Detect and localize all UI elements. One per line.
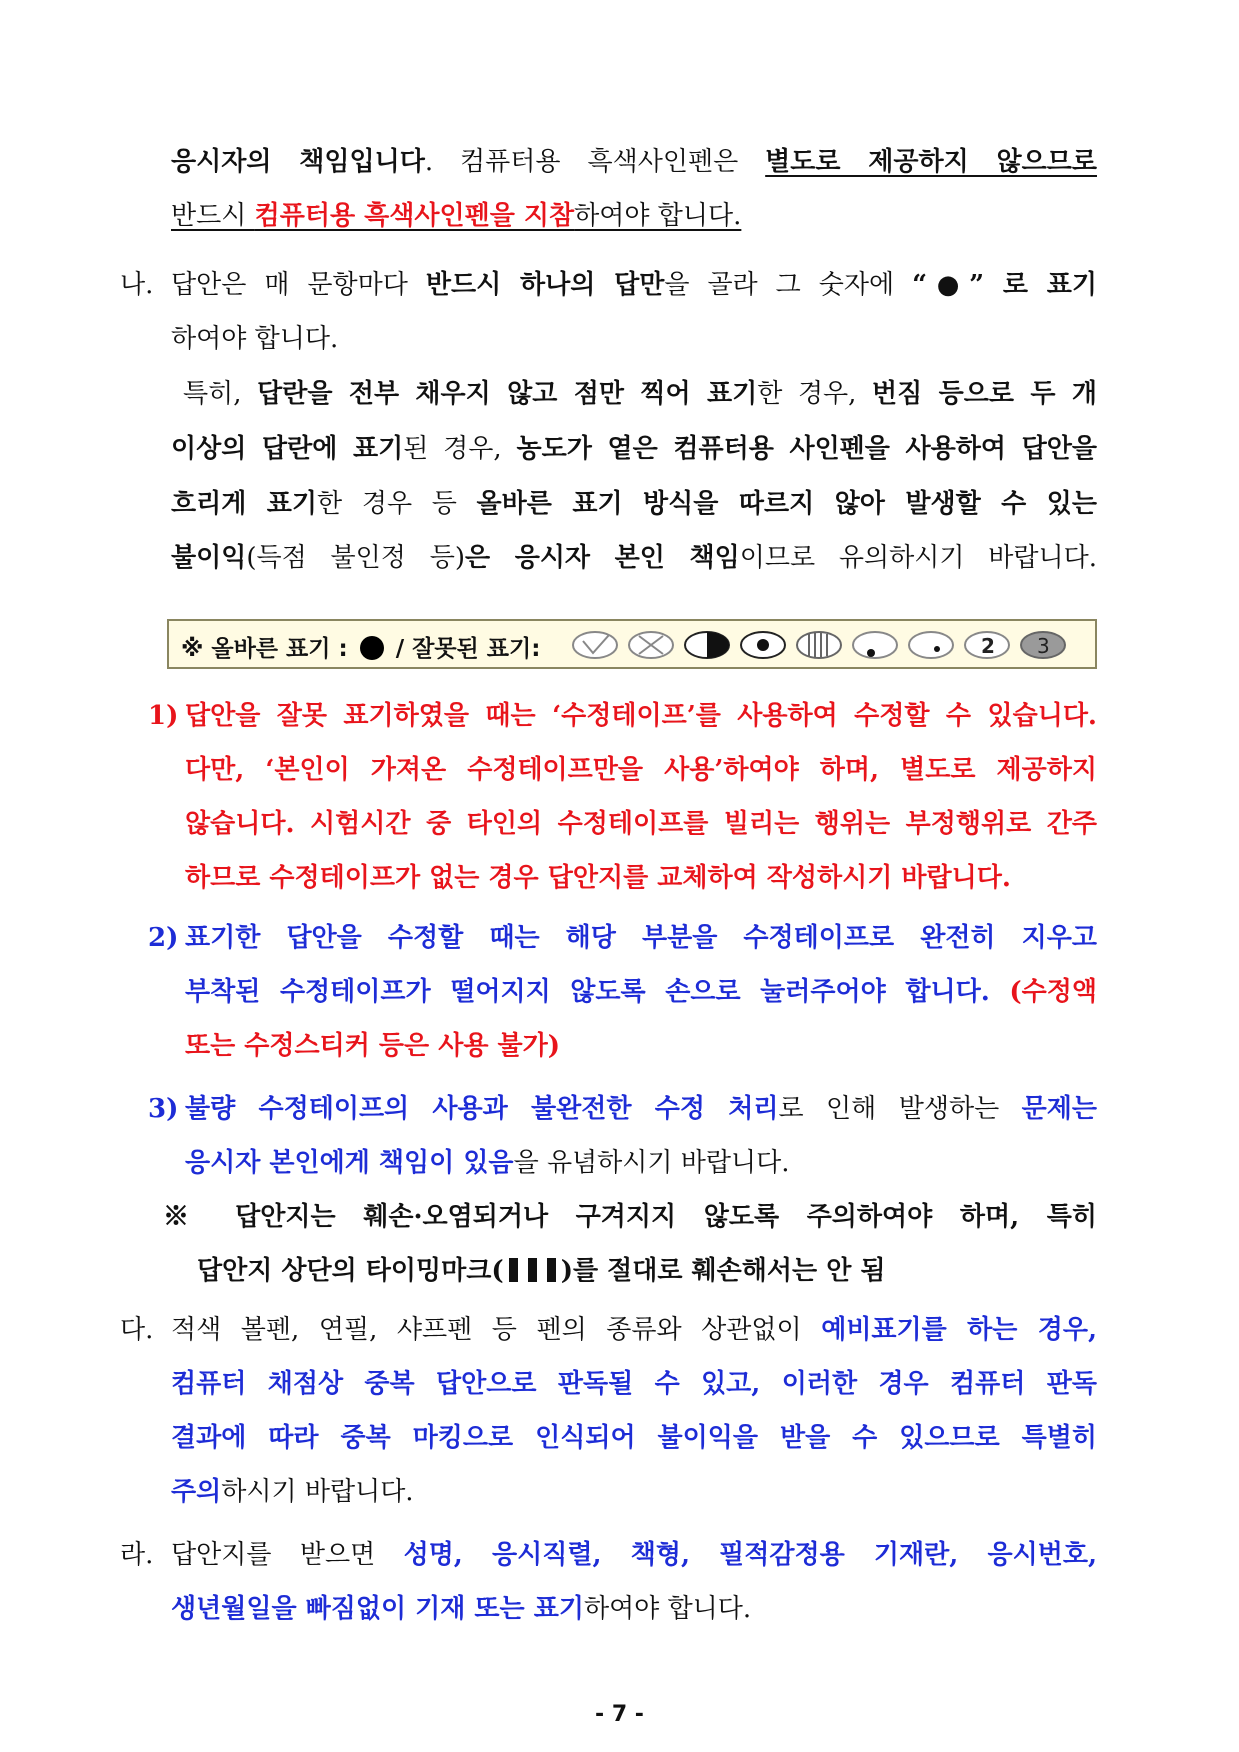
paragraph-line [171, 145, 1097, 179]
text: 하시기 바랍니다. [221, 1477, 414, 1507]
note-line [197, 1254, 885, 1288]
dot-bottom-left-icon [853, 632, 897, 658]
filled-3-icon [1021, 632, 1065, 658]
paragraph-line [171, 1592, 751, 1626]
bold-text: 번짐 등으로 두 개 [872, 379, 1097, 409]
text: (득점 불인정 등) [246, 543, 465, 573]
text: )를 절대로 훼손해서는 안 됨 [560, 1256, 886, 1286]
note-line: ※ 답안지는 훼손·오염되거나 구겨지지 않도록 주의하여야 하며, 특히 [163, 1202, 1097, 1232]
bold-text: 불이익 [171, 543, 247, 573]
bold-text: 반드시 하나의 답만 [425, 270, 665, 300]
item-marker-1: 1) [148, 701, 179, 731]
bold-text: 농도가 옅은 컴퓨터용 사인펜을 사용하여 답안을 [516, 434, 1097, 464]
text: 답안지 상단의 타이밍마크( [197, 1256, 504, 1286]
blue-bold-text: 주의 [171, 1477, 222, 1507]
paragraph-line [185, 975, 1097, 1009]
dot-center-small-icon [909, 632, 953, 658]
item-marker-2: 2) [148, 923, 179, 953]
text: 답안지를 받으면 [171, 1540, 404, 1570]
x-mark-icon [629, 632, 673, 658]
section-marker-ra: 라. [120, 1540, 154, 1570]
paragraph-line: 컴퓨터 채점상 중복 답안으로 판독될 수 있고, 이러한 경우 컴퓨터 판독 [171, 1369, 1097, 1399]
paragraph-line: 또는 수정스티커 등은 사용 불가) [185, 1031, 561, 1061]
blue-bold-text: 부착된 수정테이프가 떨어지지 않도록 손으로 눌러주어야 합니다. [185, 977, 1010, 1007]
red-bold-text: (수정액 [1009, 977, 1097, 1007]
paragraph-line [171, 199, 741, 233]
timing-mark-icon [547, 1258, 556, 1282]
section-marker-da: 다. [120, 1315, 154, 1345]
filled-circle-icon [360, 636, 384, 660]
text: 특히, [183, 379, 258, 409]
paragraph-line: 하여야 합니다. [171, 324, 339, 354]
vertical-lines-icon [797, 632, 841, 658]
paragraph-line: 않습니다. 시험시간 중 타인의 수정테이프를 빌리는 행위는 부정행위로 간주 [185, 809, 1097, 839]
text: 로 인해 발생하는 [778, 1094, 1022, 1124]
blue-bold-text: 문제는 [1021, 1094, 1098, 1124]
marking-legend-box [167, 619, 1097, 669]
timing-mark-icon [528, 1258, 537, 1282]
text: . 컴퓨터용 흑색사인펜은 [424, 147, 766, 177]
paragraph-line: 다만, ‘본인이 가져온 수정테이프만을 사용’하여야 하며, 별도로 제공하지 [185, 755, 1097, 785]
item-marker-3: 3) [148, 1094, 179, 1124]
text: 하여야 합니다. [574, 201, 742, 231]
half-filled-icon [685, 632, 729, 658]
bold-text: 흐리게 표기 [171, 489, 318, 519]
text: 하여야 합니다. [583, 1594, 752, 1624]
underlined-bold-text: 별도로 제공하지 않으므로 [765, 147, 1097, 177]
dot-center-icon [741, 632, 785, 658]
bold-text: 이상의 답란에 표기 [171, 434, 404, 464]
text: 반드시 [171, 201, 255, 231]
svg-text:3: 3 [1037, 634, 1050, 658]
paragraph-line [183, 377, 1097, 411]
blue-bold-text: 불량 수정테이프의 사용과 불완전한 수정 처리 [185, 1094, 779, 1124]
paragraph-line [171, 268, 1097, 302]
paragraph-line [171, 541, 1097, 575]
svg-text:2: 2 [981, 634, 995, 658]
paragraph-line [171, 1313, 1097, 1347]
page-number: - 7 - [595, 1702, 644, 1727]
wrong-marks-strip [571, 629, 1091, 661]
red-bold-text: 컴퓨터용 흑색사인펜을 지참 [254, 201, 575, 231]
blue-bold-text: 예비표기를 하는 경우, [821, 1315, 1097, 1345]
paragraph-line [171, 432, 1097, 466]
text: 을 유념하시기 바랍니다. [513, 1148, 790, 1178]
bold-text: 은 응시자 본인 책임 [464, 543, 740, 573]
paragraph-line [185, 1092, 1097, 1126]
text: 을 골라 그 숫자에 [664, 270, 913, 300]
paragraph-line: 표기한 답안을 수정할 때는 해당 부분을 수정테이프로 완전히 지우고 [185, 923, 1097, 953]
text: 한 경우 등 [317, 489, 477, 519]
check-mark-icon [573, 632, 617, 658]
legend-correct-label: ※ 올바른 표기 : [181, 636, 348, 662]
legend-label [181, 630, 540, 663]
paragraph-line [171, 1475, 414, 1509]
section-marker-na: 나. [120, 270, 154, 300]
blue-bold-text: 성명, 응시직렬, 책형, 필적감정용 기재란, 응시번호, [403, 1540, 1097, 1570]
bold-text: “●” 로 표기 [912, 270, 1097, 300]
bold-text: 올바른 표기 방식을 따르지 않아 발생할 수 있는 [476, 489, 1097, 519]
paragraph-line [171, 1538, 1097, 1572]
blue-bold-text: 응시자 본인에게 책임이 있음 [185, 1148, 514, 1178]
text: 답안은 매 문항마다 [171, 270, 426, 300]
timing-mark-icon [509, 1258, 518, 1282]
bold-text: 답란을 전부 채우지 않고 점만 찍어 표기 [257, 379, 758, 409]
paragraph-line [171, 487, 1097, 521]
paragraph-line: 하므로 수정테이프가 없는 경우 답안지를 교체하여 작성하시기 바랍니다. [185, 863, 1011, 893]
paragraph-line [185, 1146, 790, 1180]
text: 된 경우, [403, 434, 517, 464]
scribbled-2-icon [965, 632, 1009, 658]
blue-bold-text: 생년월일을 빠짐없이 기재 또는 표기 [171, 1594, 584, 1624]
legend-wrong-label: / 잘못된 표기: [395, 636, 541, 662]
text: 적색 볼펜, 연필, 샤프펜 등 펜의 종류와 상관없이 [171, 1315, 822, 1345]
text: 한 경우, [757, 379, 873, 409]
text: 이므로 유의하시기 바랍니다. [739, 543, 1098, 573]
paragraph-line: 답안을 잘못 표기하였을 때는 ‘수정테이프’를 사용하여 수정할 수 있습니다. [185, 701, 1097, 731]
bold-text: 응시자의 책임입니다 [171, 147, 425, 177]
paragraph-line: 결과에 따라 중복 마킹으로 인식되어 불이익을 받을 수 있으므로 특별히 [171, 1423, 1097, 1453]
